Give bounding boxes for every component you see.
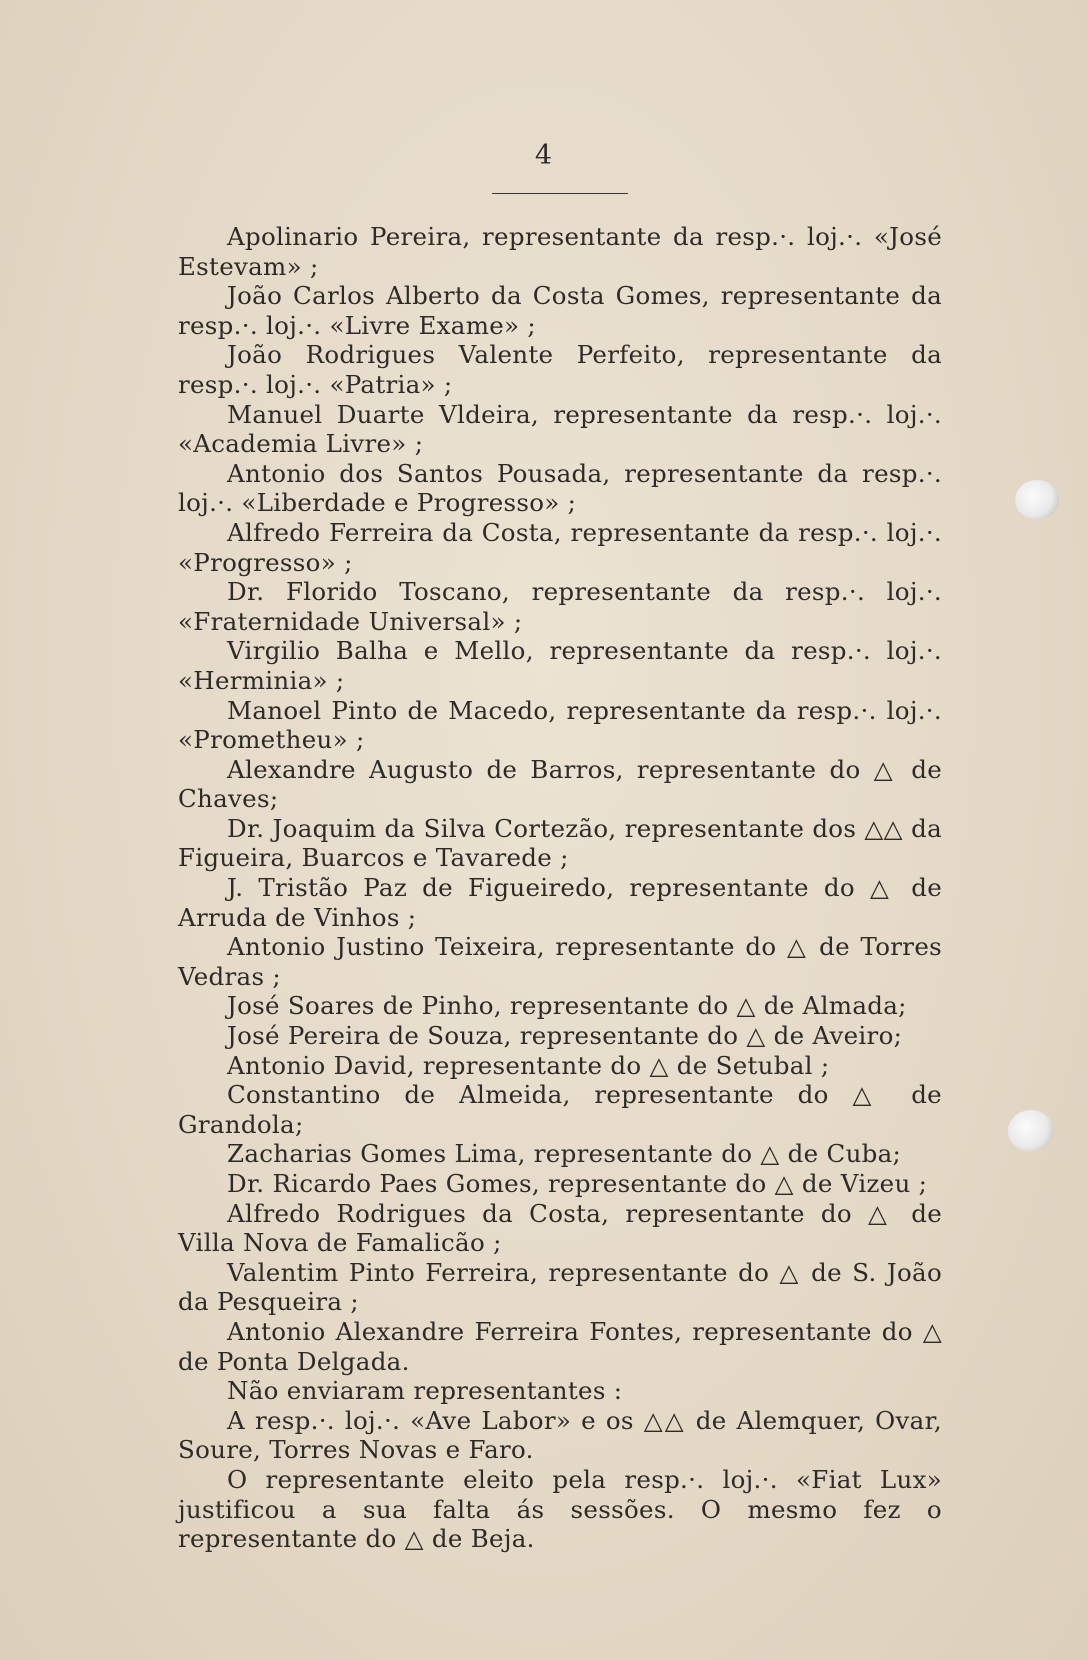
paragraph: Zacharias Gomes Lima, representante do △ de Cuba; [227,1139,902,1169]
paragraph: Constantino de Almeida, representante do △ de Grandola; [178,1080,942,1139]
paragraph: Apolinario Pereira, representante da resp.·. loj.·. «José Estevam» ; [178,222,942,281]
paragraph: Alfredo Rodrigues da Costa, representante do △ de Villa Nova de Famalicão ; [178,1198,942,1258]
paragraph: A resp.·. loj.·. «Ave Labor» e os △△ de Alemquer, Ovar, Soure, Torres Novas e Faro. [178,1405,942,1465]
paragraph: Não enviaram representantes : [227,1376,623,1406]
paragraph: Dr. Florido Toscano, representante da resp.·. loj.·. «Fraternidade Universal» ; [178,577,942,636]
binding-hole [1008,1110,1054,1152]
body-text [178,222,942,1554]
paragraph: Antonio Alexandre Ferreira Fontes, representante do △ de Ponta Delgada. [178,1316,942,1376]
paragraph: Alfredo Ferreira da Costa, representante da resp.·. loj.·. «Progresso» ; [178,517,942,577]
paragraph: Manuel Duarte Vldeira, representante da resp.·. loj.·. «Academia Livre» ; [178,399,942,459]
header-rule [492,193,628,194]
paragraph: João Rodrigues Valente Perfeito, representante da resp.·. loj.·. «Patria» ; [178,340,942,399]
paragraph: Valentim Pinto Ferreira, representante do △ de S. João da Pesqueira ; [178,1257,942,1317]
paragraph: Antonio David, representante do △ de Setubal ; [227,1050,830,1080]
paragraph: Antonio dos Santos Pousada, representante da resp.·. loj.·. «Liberdade e Progresso» ; [178,458,942,518]
page-number: 4 [534,140,554,171]
paragraph: Alexandre Augusto de Barros, representante do △ de Chaves; [178,754,942,814]
paragraph: J. Tristão Paz de Figueiredo, representante do △ de Arruda de Vinhos ; [178,873,942,932]
paragraph: Virgilio Balha e Mello, representante da resp.·. loj.·. «Herminia» ; [178,636,942,695]
paragraph: João Carlos Alberto da Costa Gomes, representante da resp.·. loj.·. «Livre Exame» ; [178,281,942,340]
binding-hole [1015,480,1059,520]
paragraph: O representante eleito pela resp.·. loj.·. «Fiat Lux» justificou a sua falta ás sessões. O mesmo fez o representante do △ de Beja. [178,1464,942,1554]
paragraph: José Pereira de Souza, representante do △ de Aveiro; [227,1021,903,1051]
paragraph: José Soares de Pinho, representante do △ de Almada; [227,991,907,1021]
paragraph: Manoel Pinto de Macedo, representante da resp.·. loj.·. «Prometheu» ; [178,695,942,755]
paragraph: Dr. Ricardo Paes Gomes, representante do △ de Vizeu ; [227,1169,928,1198]
paragraph: Antonio Justino Teixeira, representante do △ de Torres Vedras ; [178,932,942,991]
paragraph: Dr. Joaquim da Silva Cortezão, representante dos △△ da Figueira, Buarcos e Tavarede ; [178,813,942,873]
